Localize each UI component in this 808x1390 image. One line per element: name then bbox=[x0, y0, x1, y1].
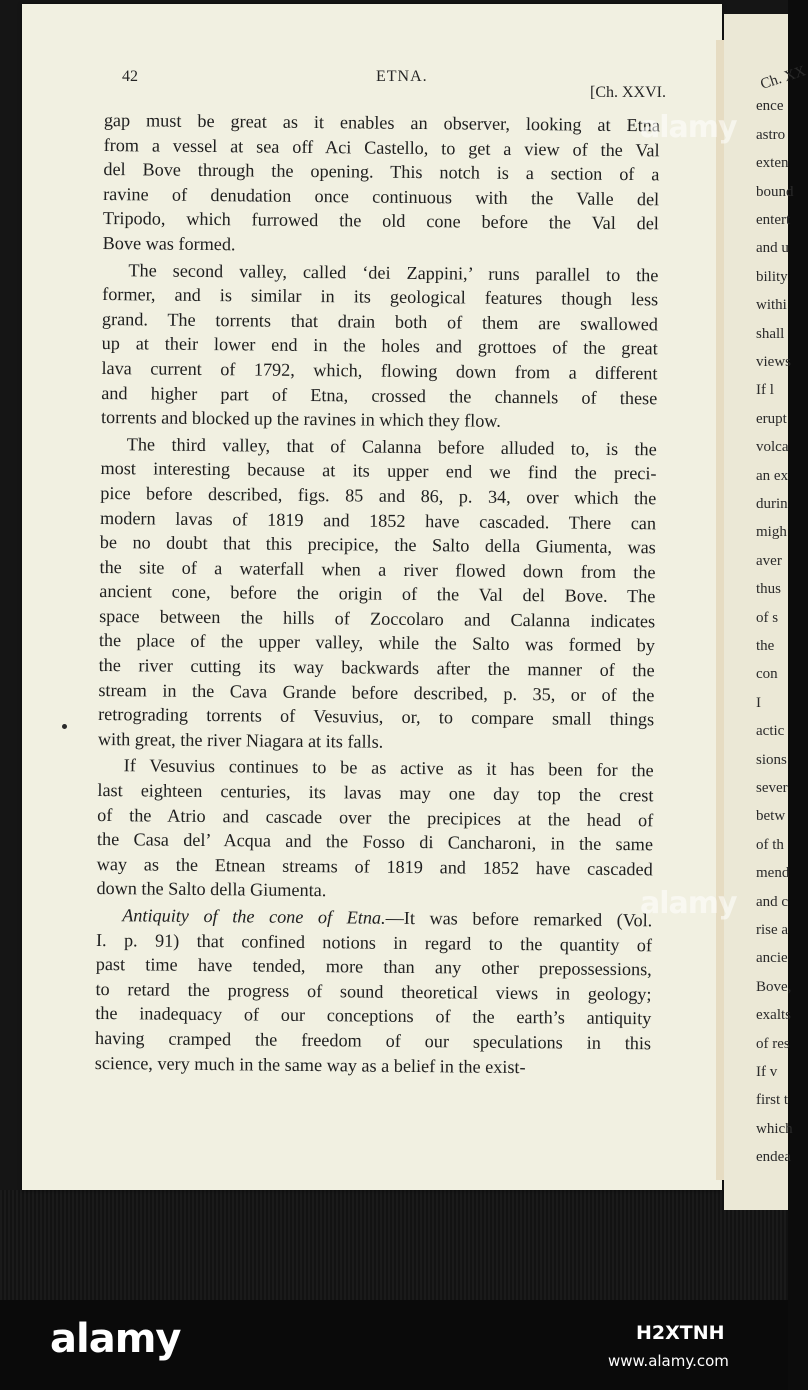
text-line: way as the Etnean streams of 1819 and 1852 have cascaded bbox=[96, 853, 653, 880]
watermark-overlay: alamy bbox=[640, 886, 737, 921]
text-line: former, and is similar in its geological features though less bbox=[102, 284, 659, 310]
text-line: science, very much in the same way as a belief in the exist- bbox=[94, 1052, 526, 1077]
right-page-fragment: thus bbox=[756, 581, 782, 598]
text-line: last eighteen centuries, its lavas may one day top the crest bbox=[97, 780, 654, 806]
section-heading: Antiquity of the cone of Etna. bbox=[122, 905, 386, 928]
right-page-fragment: and u bbox=[756, 240, 789, 257]
text-line: the inadequacy of our conceptions of the earth’s antiquity bbox=[95, 1003, 652, 1029]
paragraph bbox=[101, 258, 659, 435]
text-line: the place of the upper valley, while the Salto was formed by bbox=[98, 630, 655, 656]
right-page-fragment: endea bbox=[756, 1149, 791, 1166]
text-line: space between the hills of Zoccolaro and Calanna indicates bbox=[99, 605, 656, 632]
page-number: 42 bbox=[122, 68, 138, 85]
text-line: lava current of 1792, which, flowing down from a different bbox=[101, 357, 658, 384]
text-line: past time have tended, more than any other prepossessions, bbox=[95, 954, 652, 980]
paragraph bbox=[103, 108, 660, 261]
right-page-fragment: exten bbox=[756, 155, 789, 172]
text-line: modern lavas of 1819 and 1852 have cascaded. There can bbox=[99, 507, 657, 533]
right-page-fragment: of th bbox=[756, 836, 784, 853]
text-line: Bove was formed. bbox=[102, 232, 236, 255]
text-line: del Bove through the opening. This notch is a section of a bbox=[103, 159, 660, 185]
right-page-fragment: first t bbox=[756, 1092, 789, 1109]
text-line: and higher part of Etna, crossed the channels of these bbox=[101, 382, 658, 408]
text-line: gap must be great as it enables an observer, looking at Etna bbox=[103, 109, 660, 136]
right-page-fragment: rise a bbox=[756, 922, 789, 938]
text-line: retrograding torrents of Vesuvius, or, to compare small things bbox=[98, 704, 655, 730]
right-page-fragment: actic bbox=[756, 723, 785, 740]
text-line: pice before described, figs. 85 and 86, p. 34, over which the bbox=[100, 482, 657, 509]
paragraph bbox=[98, 432, 657, 757]
right-page-fragment: an ex bbox=[756, 467, 789, 484]
right-page-fragment: which bbox=[756, 1120, 793, 1137]
right-page-fragment: I bbox=[756, 694, 761, 711]
right-page-fragment: of res bbox=[756, 1035, 790, 1052]
right-page-fragment: If v bbox=[756, 1064, 778, 1080]
right-page-fragment: shall bbox=[756, 325, 785, 342]
right-page-fragment: erupt bbox=[756, 410, 787, 427]
right-page-fragment: ancie bbox=[756, 950, 788, 967]
right-page-fragment: ence bbox=[756, 98, 784, 115]
text-line: the river cutting its way backwards after the manner of the bbox=[98, 655, 655, 681]
right-page-fragment: Bove, bbox=[756, 978, 792, 995]
text-line: If Vesuvius continues to be as active as it has been for the bbox=[123, 755, 654, 781]
alamy-logo[interactable]: alamy bbox=[50, 1316, 181, 1362]
right-page-fragment: and c bbox=[756, 893, 789, 910]
book-cloth-cover bbox=[0, 1190, 788, 1300]
text-line: most interesting because at its upper end we find the preci- bbox=[100, 458, 657, 484]
right-page-fragment: bility bbox=[756, 268, 788, 285]
text-line: Tripodo, which furrowed the old cone before the Val del bbox=[102, 208, 660, 234]
text-line: grand. The torrents that drain both of them are swallowed bbox=[101, 308, 659, 335]
image-id: H2XTNH bbox=[636, 1322, 725, 1344]
right-page-fragment: mend bbox=[756, 865, 790, 882]
text-line: to retard the progress of sound theoretical views in geology; bbox=[95, 978, 652, 1005]
text-line: The second valley, called ‘dei Zappini,’ runs parallel to the bbox=[128, 259, 659, 285]
page-gutter bbox=[716, 40, 724, 1180]
watermark-overlay: alamy bbox=[640, 110, 737, 145]
right-page-fragment: betw bbox=[756, 808, 786, 825]
paragraph bbox=[95, 903, 653, 1080]
section-heading-rest: —It was before remarked (Vol. bbox=[385, 907, 653, 931]
right-page-fragment: aver bbox=[756, 552, 782, 569]
text-line: the site of a waterfall when a river flowed down from the bbox=[99, 556, 656, 583]
right-page-fragment: of s bbox=[756, 609, 779, 626]
right-page-fragment: the bbox=[756, 638, 775, 654]
right-page-fragment: durin bbox=[756, 496, 788, 512]
text-line: with great, the river Niagara at its falls. bbox=[97, 728, 384, 752]
right-page-fragment: entert bbox=[756, 212, 791, 228]
right-page-fragment: views bbox=[756, 354, 791, 370]
text-line: the Casa del’ Acqua and the Fosso di Cancharoni, in the same bbox=[96, 829, 654, 855]
paragraph bbox=[96, 753, 653, 906]
text-line: from a vessel at sea off Aci Castello, to get a view of the Val bbox=[103, 134, 660, 160]
right-page-fragment: volca bbox=[756, 439, 789, 456]
text-line: of the Atrio and cascade over the precipices at the head of bbox=[97, 804, 654, 830]
text-line: ravine of denudation once continuous with the Valle del bbox=[103, 183, 660, 210]
text-line: down the Salto della Giumenta. bbox=[96, 878, 327, 901]
book-page-right bbox=[724, 14, 808, 1210]
body-text bbox=[95, 108, 660, 1080]
right-page-fragment: sions bbox=[756, 751, 787, 768]
text-line: stream in the Cava Grande before described, p. 35, or of the bbox=[98, 679, 655, 705]
text-line: be no doubt that this precipice, the Salto della Giumenta, was bbox=[99, 532, 656, 558]
text-line: I. p. 91) that confined notions in regard to the quantity of bbox=[95, 929, 653, 955]
right-page-fragment: If l bbox=[756, 382, 774, 399]
site-url[interactable]: www.alamy.com bbox=[608, 1352, 729, 1370]
text-line: up at their lower end in the holes and grottoes of the great bbox=[101, 333, 658, 359]
text-line: having cramped the freedom of our speculations in this bbox=[94, 1027, 652, 1054]
ink-speck bbox=[62, 724, 67, 729]
right-page-fragment: con bbox=[756, 666, 778, 683]
right-page-fragment: exalts bbox=[756, 1007, 791, 1024]
text-line: ancient cone, before the origin of the Val del Bove. The bbox=[99, 581, 656, 607]
chapter-label: [Ch. XXVI. bbox=[590, 84, 666, 101]
text-line: The third valley, that of Calanna before alluded to, is the bbox=[126, 433, 657, 460]
running-title: ETNA. bbox=[376, 68, 428, 85]
text-line: torrents and blocked up the ravines in which they flow. bbox=[100, 407, 501, 431]
right-page-fragment: migh bbox=[756, 524, 787, 541]
right-page-fragment: sever bbox=[756, 780, 788, 796]
right-page-fragment: bound bbox=[756, 183, 794, 200]
right-page-fragment: withi bbox=[756, 297, 787, 314]
right-page-fragment: astro bbox=[756, 126, 786, 143]
right-page-fragment: Ch. XX bbox=[758, 63, 808, 93]
